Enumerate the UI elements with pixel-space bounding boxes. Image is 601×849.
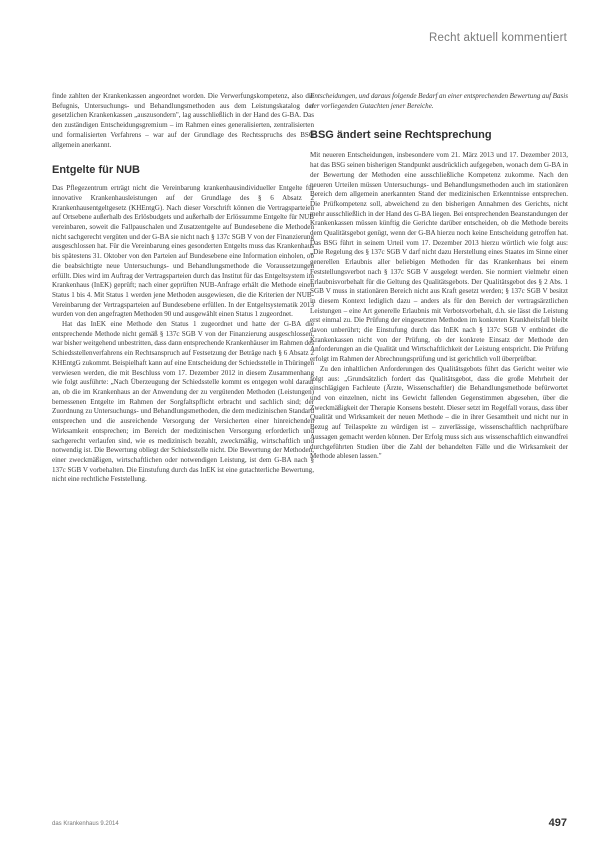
- page-number: 497: [548, 817, 567, 829]
- footer-journal: das Krankenhaus 9.2014: [52, 821, 119, 827]
- left-paragraph-1: Das Pflegezentrum erträgt nicht die Vereinbarung krankenhausindividueller Entgelte für innovative Krankenhausleistungen auf der Grundlage des § 6 Absatz 2 Krankenhausentgeltgesetz (KHEntgG). Nach dieser Vorschrift können die Vertragsparteien auf Ortsebene außerhalb des Erlösbudgets und außerhalb der Erlössumme Entgelte für NUB vereinbaren, soweit die Fallpauschalen und Zusatzentgelte auf Bundesebene die Methoden nicht sachgerecht vergüten und der G-BA sie nicht nach § 137c SGB V von der Finanzierung ausgeschlossen hat. Für die Vereinbarung eines gesonderten Entgelts muss das Krankenhaus bis spätestens 31. Oktober von den Parteien auf Bundesebene eine Information einholen, ob die beabsichtigte neue Untersuchungs- und Behandlungsmethode die Voraussetzungen erfüllt. Dies wird im Auftrag der Vertragsparteien durch das Institut für das Entgeltsystem im Krankenhaus (InEK) geprüft; nach einer geprüften NUB-Anfrage erhält die Methode einen Status 1 bis 4. Mit Status 1 werden jene Methoden ausgewiesen, die die Kriterien der NUB-Vereinbarung der Vertragsparteien auf Bundesebene erfüllen. In der Entgeltsystematik 2013 wurden von den angefragten Methoden 90 und ausgewählt einen Status 1 zugeordnet.: [52, 184, 314, 319]
- right-intro-paragraph: Entscheidungen, und daraus folgende Bedarf an einer entsprechenden Bewertung auf Basis der vorliegenden Gutachten jener Bereiche.: [310, 92, 568, 110]
- section-heading-nub: Entgelte für NUB: [52, 164, 140, 177]
- section-heading-bsg: BSG ändert seine Rechtsprechung: [310, 129, 492, 142]
- running-head: Recht aktuell kommentiert: [429, 32, 567, 44]
- left-column: [52, 92, 314, 485]
- right-paragraph-1: Mit neueren Entscheidungen, insbesondere vom 21. März 2013 und 17. Dezember 2013, hat das BSG seinen bisherigen Standpunkt ausdrücklich aufgegeben, wonach dem G-BA in der Bewertung der Methoden eine ausschließliche Kompetenz zukomme. Nach den neueren Urteilen müssen Untersuchungs- und Behandlungsmethoden auch im stationären Bereich dem allgemein anerkannten Stand der medizinischen Erkenntnisse entsprechen. Die Prüfkompetenz soll, abweichend zu den bisherigen Annahmen des Gerichts, nicht mehr ausschließlich in der Hand des G-BA liegen. Bei entsprechenden Beanstandungen der Krankenkassen müssen künftig die Gerichte darüber entscheiden, ob die Methode bereits dem Qualitätsgebot genügt, wenn der G-BA hierzu noch keine Entscheidung getroffen hat. Das BSG führt in seinem Urteil vom 17. Dezember 2013 hierzu wörtlich wie folgt aus: „Die Regelung des § 137c SGB V darf nicht dazu Herstellung eines Staates im Sinne einer generellen Erlaubnis aller beliebigen Methoden für das Krankenhaus bei einem Feststellungsverbot nach § 137c SGB V ausgelegt werden. Sie normiert vielmehr einen Erlaubnisvorbehalt für die Geltung des Qualitätsgebots. Der Qualitätsgebot des § 2 Abs. 1 SGB V muss in stationären Bereich nicht aus Kraft gesetzt werden; § 137c SGB V besitzt in diesem Kontext lediglich dazu – anders als für den Bereich der vertragsärztlichen Leistungen – eine Art generelle Erlaubnis mit Verbotsvorbehalt, d.h. sie lässt die Leistung erst einmal zu. Die Prüfung der eingesetzten Methoden im konkreten Krankheitsfall bleibt davon unberührt; die Einstufung durch das InEK nach § 137c SGB V entbindet die Krankenkassen nicht von der Prüfung, ob der konkrete Einsatz der Methode den Anforderungen an die Qualität und Wirtschaftlichkeit der Leistung entspricht. Die Prüfung erfolgt im Rahmen der Abrechnungsprüfung und ist gerichtlich voll überprüfbar.: [310, 151, 568, 364]
- left-paragraph-2: Hat das InEK eine Methode den Status 1 zugeordnet und hatte der G-BA die entsprechende Methode nicht gemäß § 137c SGB V von der Finanzierung ausgeschlossen, war bisher weitgehend unbestritten, dass dann entsprechende Krankenhäuser im Rahmen des Schiedsstellenverfahrens ein Rechtsanspruch auf Festsetzung der Beträge nach § 6 Absatz 2 KHEntgG zukommt. Beispielhaft kann auf eine Entscheidung der Schiedsstelle in Thüringen verwiesen werden, die mit Beschluss vom 17. Dezember 2012 in diesem Zusammenhang wie folgt ausführte: „Nach Überzeugung der Schiedsstelle kommt es entgegen wohl darauf an, ob die im Krankenhaus an der Anwendung der zu vergütenden Methoden (Leistungen) bemessenen Entgelte im Rahmen der Sorgfaltspflicht erbracht und sachlich sind; der Zuordnung zu Untersuchungs- und Behandlungsmethoden, die dem medizinischen Standard entsprechen und die ausreichende Versorgung der Versicherten einer hinreichenden Wirksamkeit entsprechen; im Bereich der medizinischen Versorgung erforderlich und sachgerecht verlaufen sind, wie es medizinisch bezahlt, zweckmäßig, wirtschaftlich und notwendig ist. Die Bewertung obliegt der Schiedsstelle nicht. Die Bewertung der Methoden, einer zweckmäßigen, wirtschaftlichen oder notwendigen Leistung, ist dem G-BA nach § 137c SGB V vorbehalten. Die Einstufung durch das InEK ist eine gutachterliche Bewertung, nicht eine rechtliche Feststellung.: [52, 320, 314, 484]
- right-column: [310, 92, 568, 462]
- right-paragraph-2: Zu den inhaltlichen Anforderungen des Qualitätsgebots führt das Gericht weiter wie folgt aus: „Grundsätzlich fordert das Qualitätsgebot, dass die große Mehrheit der einschlägigen Fachleute (Ärzte, Wissenschaftler) die Behandlungsmethode befürwortet und von einzelnen, nicht ins Gewicht fallenden Gegenstimmen abgesehen, über die Zweckmäßigkeit der Therapie Konsens besteht. Dieser setzt im Regelfall voraus, dass über Qualität und Wirksamkeit der neuen Methode – die in ihrer Gesamtheit und nicht nur in Bezug auf Teilaspekte zu würdigen ist – zuverlässige, wissenschaftlich nachprüfbare Aussagen gemacht werden können. Der Erfolg muss sich aus wissenschaftlich einwandfrei durchgeführten Studien über die Zahl der behandelten Fälle und die Wirksamkeit der Methode ablesen lassen.": [310, 364, 568, 461]
- left-intro-paragraph: finde zahlten der Krankenkassen angeordnet worden. Die Verwerfungskompetenz, also die Befugnis, Untersuchungs- und Behandlungsmethoden aus dem Leistungskatalog der gesetzlichen Krankenkassen „auszusondern", lag ausschließlich in der Hand des G-BA. Das den zuständigen Entscheidungsgremium – im Rahmen eines generalisierten, zentralisierten und formalisierten Verfahrens – war auf der Grundlage des Rechtsspruchs des BSG allgemein anerkannt.: [52, 92, 314, 149]
